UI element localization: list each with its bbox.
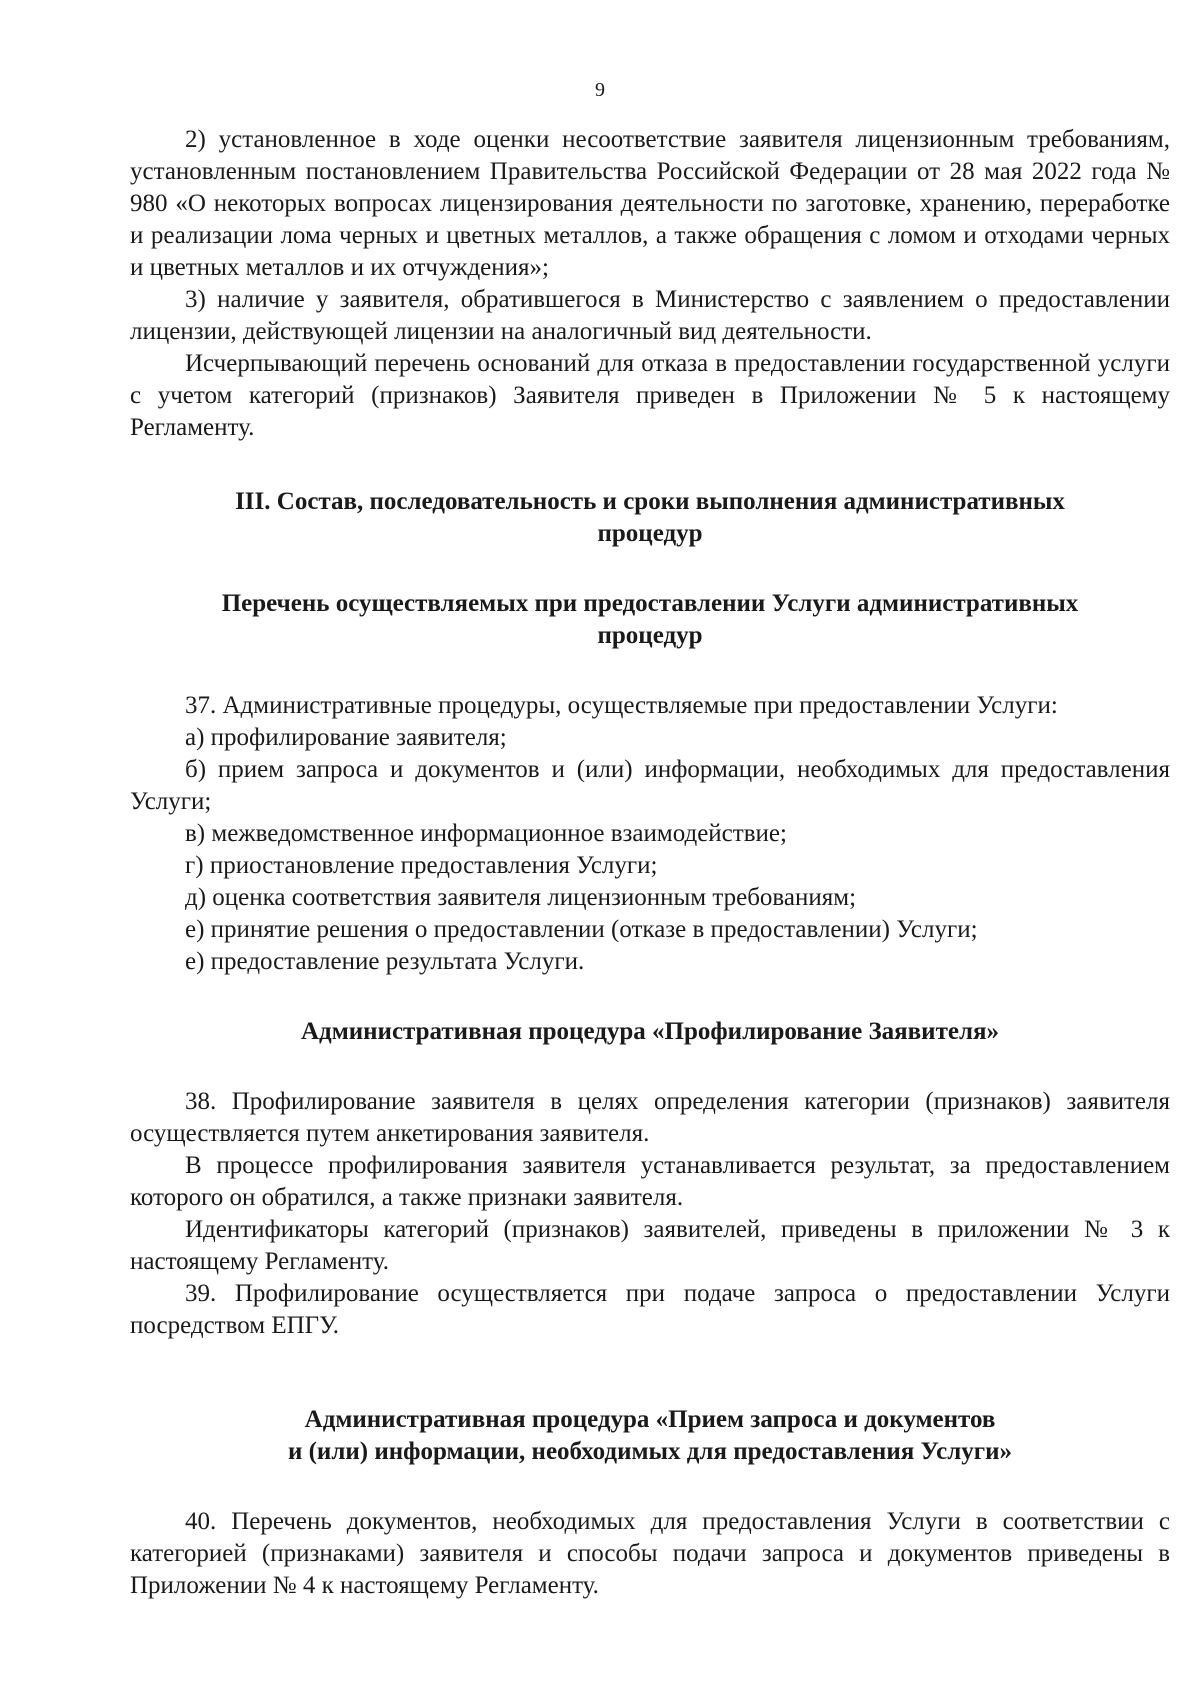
list-item-e1: е) принятие решения о предоставлении (отказе в предоставлении) Услуги; — [185, 916, 978, 943]
paragraph-item-3: 3) наличие у заявителя, обратившегося в Министерство с заявлением о предоставлении лицензии, действующей лицензии на аналогичный вид деятельности. — [130, 286, 1170, 345]
subheading-request-intake-line-1: Административная процедура «Прием запроса и документов — [304, 1406, 996, 1433]
paragraph-38: 38. Профилирование заявителя в целях определения категории (признаков) заявителя осуществляется путем анкетирования заявителя. — [130, 1088, 1170, 1147]
section-heading-iii: III. Состав, последовательность и сроки выполнения административных процедур — [235, 488, 1065, 547]
paragraph-38-identifiers: Идентификаторы категорий (признаков) заявителей, приведены в приложении № 3 к настоящему Регламенту. — [130, 1216, 1170, 1275]
paragraph-40: 40. Перечень документов, необходимых для предоставления Услуги в соответствии с категорией (признаками) заявителя и способы подачи запроса и документов приведены в Приложении № 4 к настоящему Регламенту. — [130, 1508, 1170, 1599]
list-item-b: б) прием запроса и документов и (или) информации, необходимых для предоставления Услуги; — [130, 756, 1170, 815]
paragraph-39: 39. Профилирование осуществляется при подаче запроса о предоставлении Услуги посредством ЕПГУ. — [130, 1280, 1170, 1339]
list-item-g: г) приостановление предоставления Услуги; — [185, 852, 658, 879]
paragraph-refusal-grounds: Исчерпывающий перечень оснований для отказа в предоставлении государственной услуги с учетом категорий (признаков) Заявителя приведен в Приложении № 5 к настоящему Регламенту. — [130, 350, 1170, 441]
page-number: 9 — [595, 79, 605, 101]
paragraph-37-intro: 37. Административные процедуры, осуществляемые при предоставлении Услуги: — [185, 692, 1058, 719]
subheading-procedures-list: Перечень осуществляемых при предоставлении Услуги административных процедур — [221, 590, 1079, 649]
list-item-a: а) профилирование заявителя; — [185, 724, 507, 751]
paragraph-38-process: В процессе профилирования заявителя устанавливается результат, за предоставлением которого он обратился, а также признаки заявителя. — [130, 1152, 1170, 1211]
list-item-e2: е) предоставление результата Услуги. — [185, 948, 585, 975]
list-item-d: д) оценка соответствия заявителя лицензионным требованиям; — [185, 884, 857, 911]
paragraph-item-2: 2) установленное в ходе оценки несоответствие заявителя лицензионным требованиям, установленным постановлением Правительства Российской Федерации от 28 мая 2022 года № 980 «О некоторых вопросах лицензирования деятельности по заготовке, хранению, переработке и реализации лома черных и цветных металлов, а также обращения с ломом и отходами черных и цветных металлов и их отчуждения»; — [130, 126, 1170, 281]
subheading-profiling: Административная процедура «Профилирование Заявителя» — [301, 1018, 999, 1045]
document-body — [130, 124, 1170, 1602]
list-item-v: в) межведомственное информационное взаимодействие; — [185, 820, 787, 847]
subheading-request-intake-line-2: и (или) информации, необходимых для предоставления Услуги» — [287, 1438, 1013, 1465]
subheading-request-intake — [130, 1404, 1170, 1468]
